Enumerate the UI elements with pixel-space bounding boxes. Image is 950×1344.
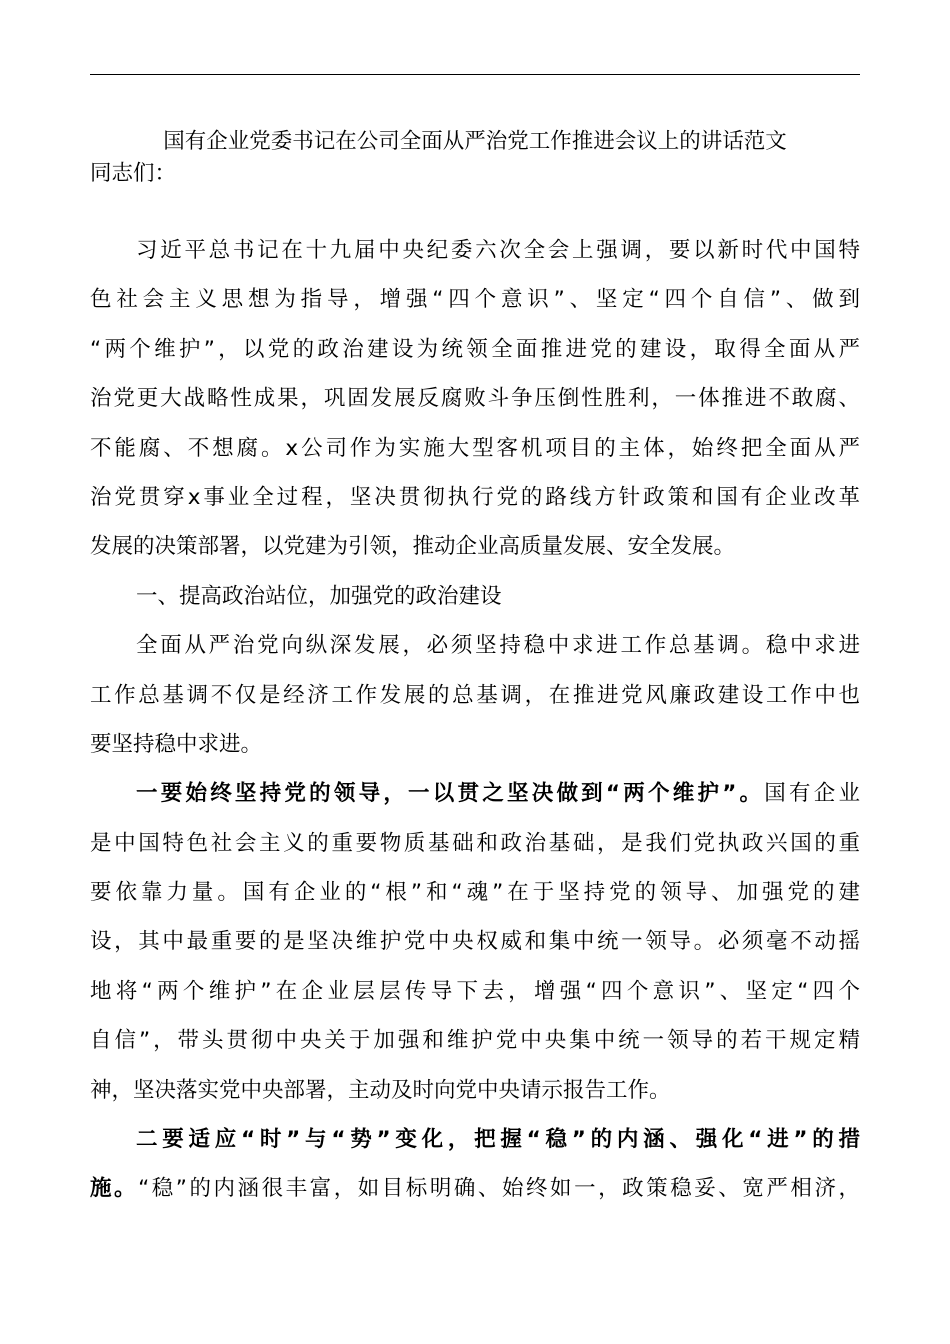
body-line: 设，其中最重要的是坚决维护党中央权威和集中统一领导。必须毫不动摇: [90, 929, 860, 955]
body-line: 是中国特色社会主义的重要物质基础和政治基础，是我们党执政兴国的重: [90, 830, 860, 856]
body-line: 治党贯穿x事业全过程，坚决贯彻执行党的路线方针政策和国有企业改革: [90, 484, 860, 510]
body-line: 工作总基调不仅是经济工作发展的总基调，在推进党风廉政建设工作中也: [90, 682, 860, 708]
salutation: 同志们：: [90, 161, 177, 186]
body-line: 自信”，带头贯彻中央关于加强和维护党中央集中统一领导的若干规定精: [90, 1028, 860, 1054]
body-line: 不能腐、不想腐。x公司作为实施大型客机项目的主体，始终把全面从严: [90, 435, 860, 461]
body-line: 色社会主义思想为指导，增强“四个意识”、坚定“四个自信”、做到: [90, 287, 860, 313]
point1-first-line-rest: 国有企业: [764, 781, 860, 807]
body-line: 治党更大战略性成果，巩固发展反腐败斗争压倒性胜利，一体推进不敢腐、: [90, 386, 860, 412]
body-line: 地将“两个维护”在企业层层传导下去，增强“四个意识”、坚定“四个: [90, 978, 860, 1004]
section-heading: 一、提高政治站位，加强党的政治建设: [136, 583, 502, 609]
body-line: 神，坚决落实党中央部署，主动及时向党中央请示报告工作。: [90, 1077, 671, 1103]
body-line: 习近平总书记在十九届中央纪委六次全会上强调，要以新时代中国特: [136, 238, 860, 263]
header-rule: [90, 74, 860, 75]
body-line: 发展的决策部署，以党建为引领，推动企业高质量发展、安全发展。: [90, 534, 736, 560]
document-body: [90, 233, 860, 1221]
point1-first-line: [90, 776, 860, 825]
body-line: 全面从严治党向纵深发展，必须坚持稳中求进工作总基调。稳中求进: [136, 633, 860, 659]
document-title: 国有企业党委书记在公司全面从严治党工作推进会议上的讲话范文: [163, 129, 787, 154]
body-line: 要坚持稳中求进。: [90, 731, 263, 757]
body-line: “两个维护”，以党的政治建设为统领全面推进党的建设，取得全面从严: [90, 336, 860, 362]
body-line: 要依靠力量。国有企业的“根”和“魂”在于坚持党的领导、加强党的建: [90, 880, 860, 906]
point2-second-line: [90, 1171, 860, 1220]
point2-second-line-rest: “稳”的内涵很丰富，如目标明确、始终如一，政策稳妥、宽严相济，: [138, 1176, 860, 1202]
point2-heading-end: 施。: [90, 1176, 139, 1202]
point2-heading-line1: 二要适应“时”与“势”变化，把握“稳”的内涵、强化“进”的措: [136, 1127, 860, 1153]
point1-heading: 一要始终坚持党的领导，一以贯之坚决做到“两个维护”。: [136, 781, 765, 807]
